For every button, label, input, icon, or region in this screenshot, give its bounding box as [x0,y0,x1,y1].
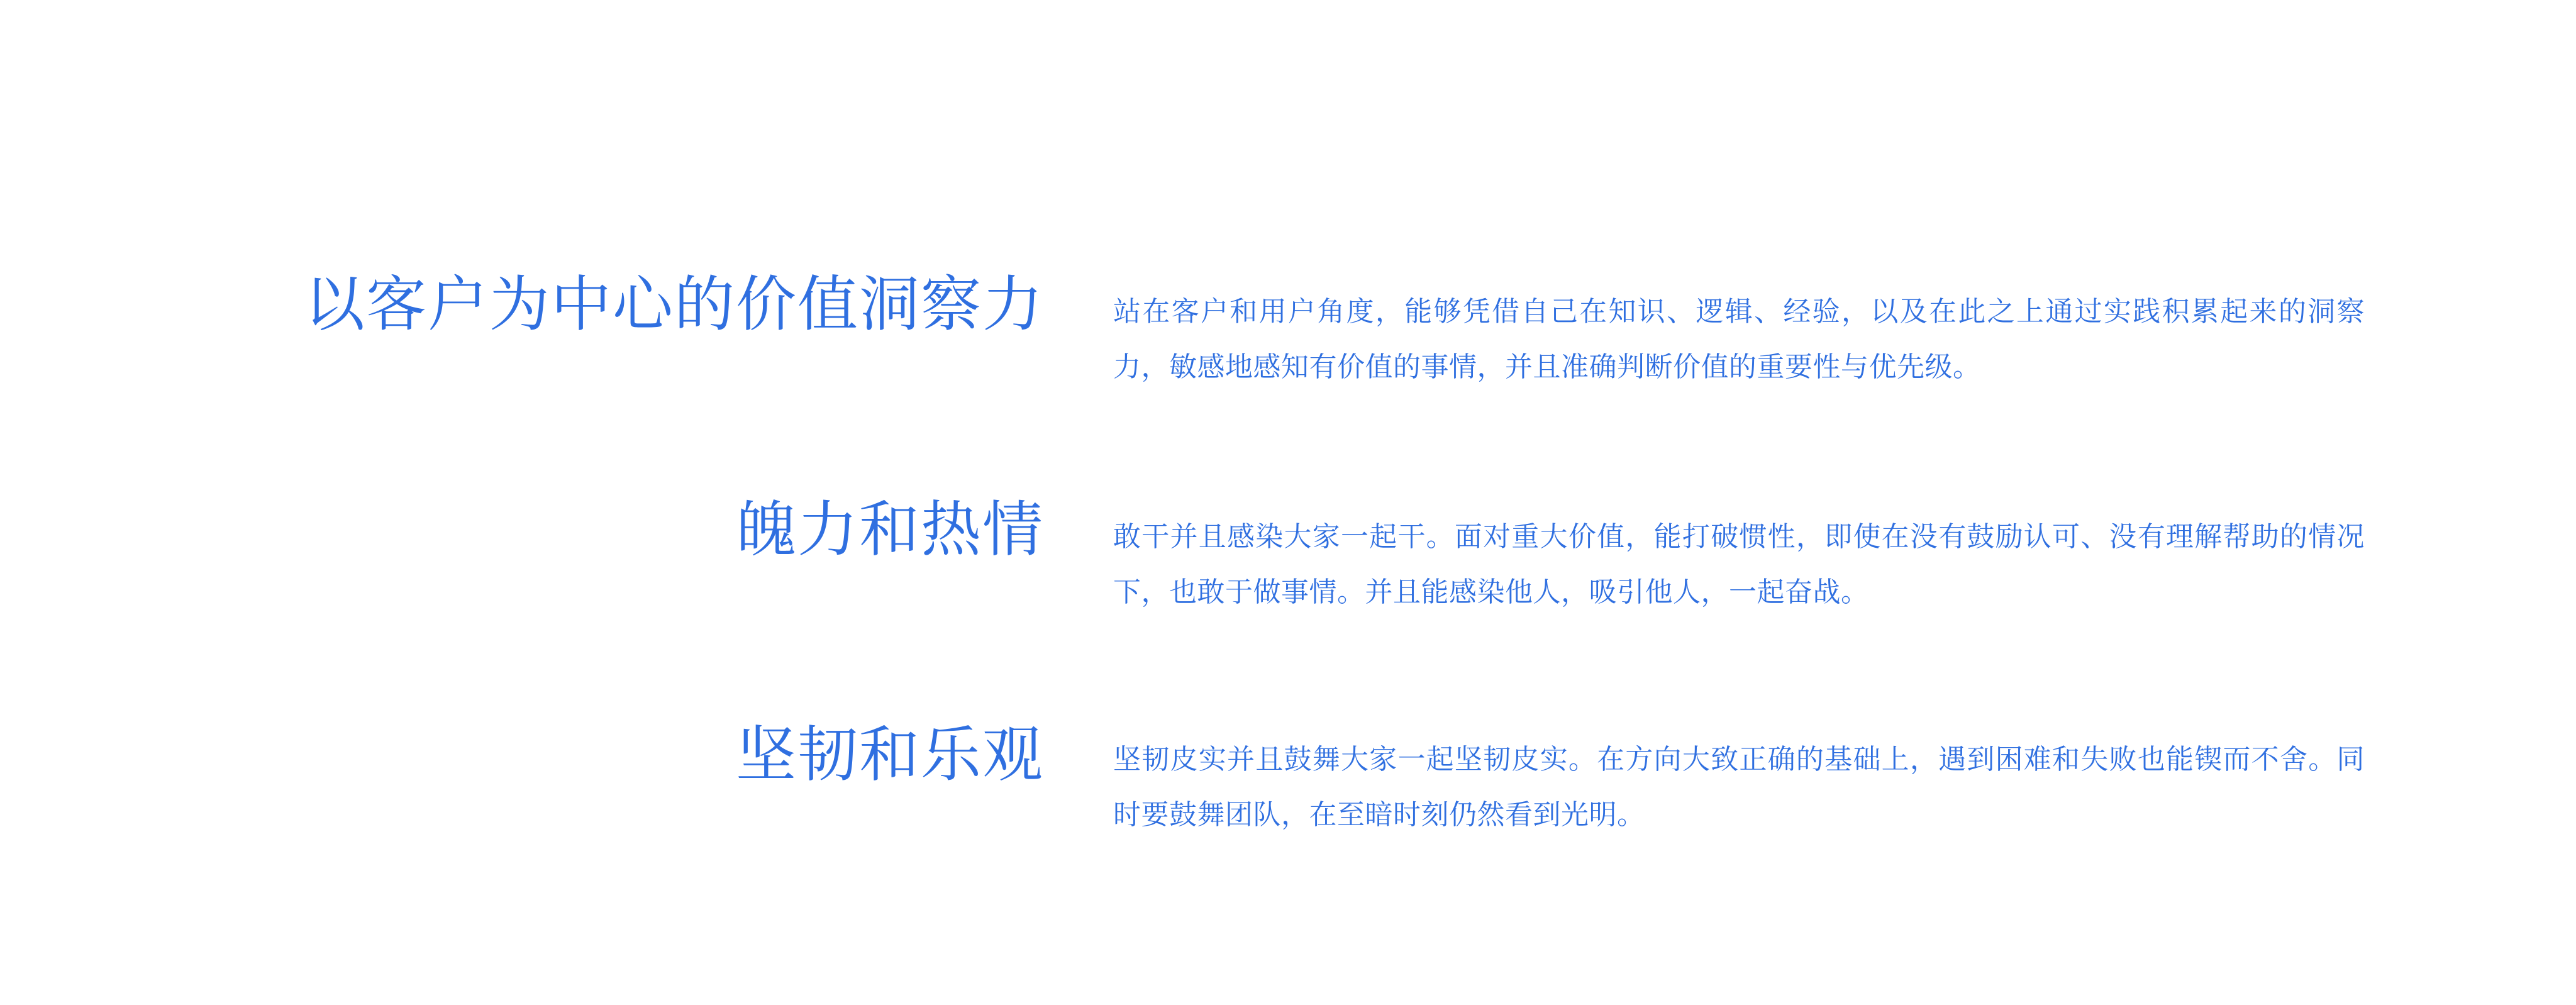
value-description: 站在客户和用户角度，能够凭借自己在知识、逻辑、经验，以及在此之上通过实践积累起来的洞察力，敏感地感知有价值的事情，并且准确判断价值的重要性与优先级。 [1113,296,2365,382]
value-title: 魄力和热情 [736,496,1044,564]
value-title-column [0,721,1044,790]
value-description-column [1044,270,2365,395]
value-title-column [0,496,1044,565]
value-item [0,496,2576,620]
value-description: 敢干并且感染大家一起干。面对重大价值，能打破惯性，即使在没有鼓励认可、没有理解帮助的情况下，也敢于做事情。并且能感染他人，吸引他人，一起奋战。 [1113,521,2365,608]
value-description: 坚韧皮实并且鼓舞大家一起坚韧皮实。在方向大致正确的基础上，遇到困难和失败也能锲而不舍。同时要鼓舞团队，在至暗时刻仍然看到光明。 [1113,744,2365,830]
value-item [0,270,2576,395]
value-title: 以客户为中心的价值洞察力 [304,271,1044,338]
value-item [0,721,2576,843]
values-list [0,270,2576,843]
value-description-column [1044,721,2365,843]
value-title: 坚韧和乐观 [736,721,1044,789]
value-title-column [0,270,1044,340]
value-description-column [1044,496,2365,620]
